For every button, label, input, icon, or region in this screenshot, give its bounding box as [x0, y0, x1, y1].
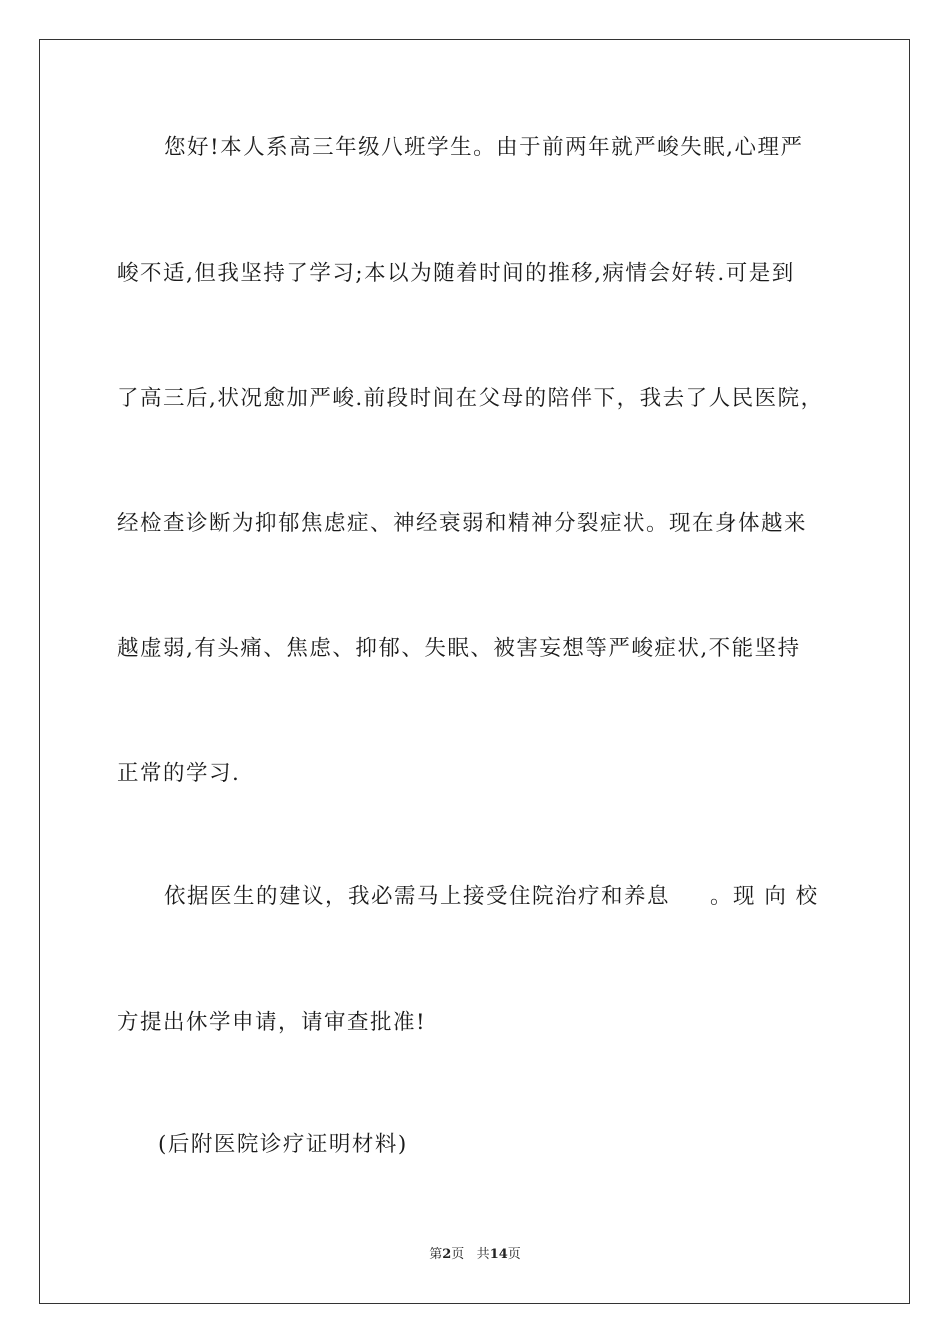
page-border: [39, 39, 910, 1304]
page-footer: [0, 1246, 950, 1264]
paragraph2-line-2: 方提出休学申请，请审查批准!: [117, 1010, 427, 1035]
attachment-note: (后附医院诊疗证明材料): [158, 1132, 408, 1157]
paragraph2-line-1-main: 依据医生的建议，我必需马上接受住院治疗和养息: [164, 884, 671, 909]
footer-total-number: 14: [489, 1247, 508, 1262]
paragraph-line-6: 正常的学习.: [117, 761, 241, 786]
paragraph-line-3: 了高三后,状况愈加严峻.前段时间在父母的陪伴下，我去了人民医院，: [117, 386, 824, 411]
paragraph-line-1: 您好!本人系高三年级八班学生。由于前两年就严峻失眠,心理严: [164, 135, 804, 160]
footer-total-suffix: 页: [507, 1247, 521, 1262]
paragraph-line-2: 峻不适,但我坚持了学习;本以为随着时间的推移,病情会好转.可是到: [117, 261, 795, 286]
paragraph2-line-1: [164, 882, 819, 912]
paragraph-line-5: 越虚弱,有头痛、焦虑、抑郁、失眠、被害妄想等严峻症状,不能坚持: [117, 636, 801, 661]
paragraph-line-4: 经检查诊断为抑郁焦虑症、神经衰弱和精神分裂症状。现在身体越来: [117, 511, 808, 536]
footer-page-suffix: 页: [451, 1247, 465, 1262]
footer-total-prefix: 共: [476, 1247, 490, 1262]
paragraph2-line-1-tail: 。现 向 校: [710, 884, 819, 909]
footer-page-number: 2: [442, 1247, 452, 1262]
footer-page-prefix: 第: [429, 1247, 443, 1262]
